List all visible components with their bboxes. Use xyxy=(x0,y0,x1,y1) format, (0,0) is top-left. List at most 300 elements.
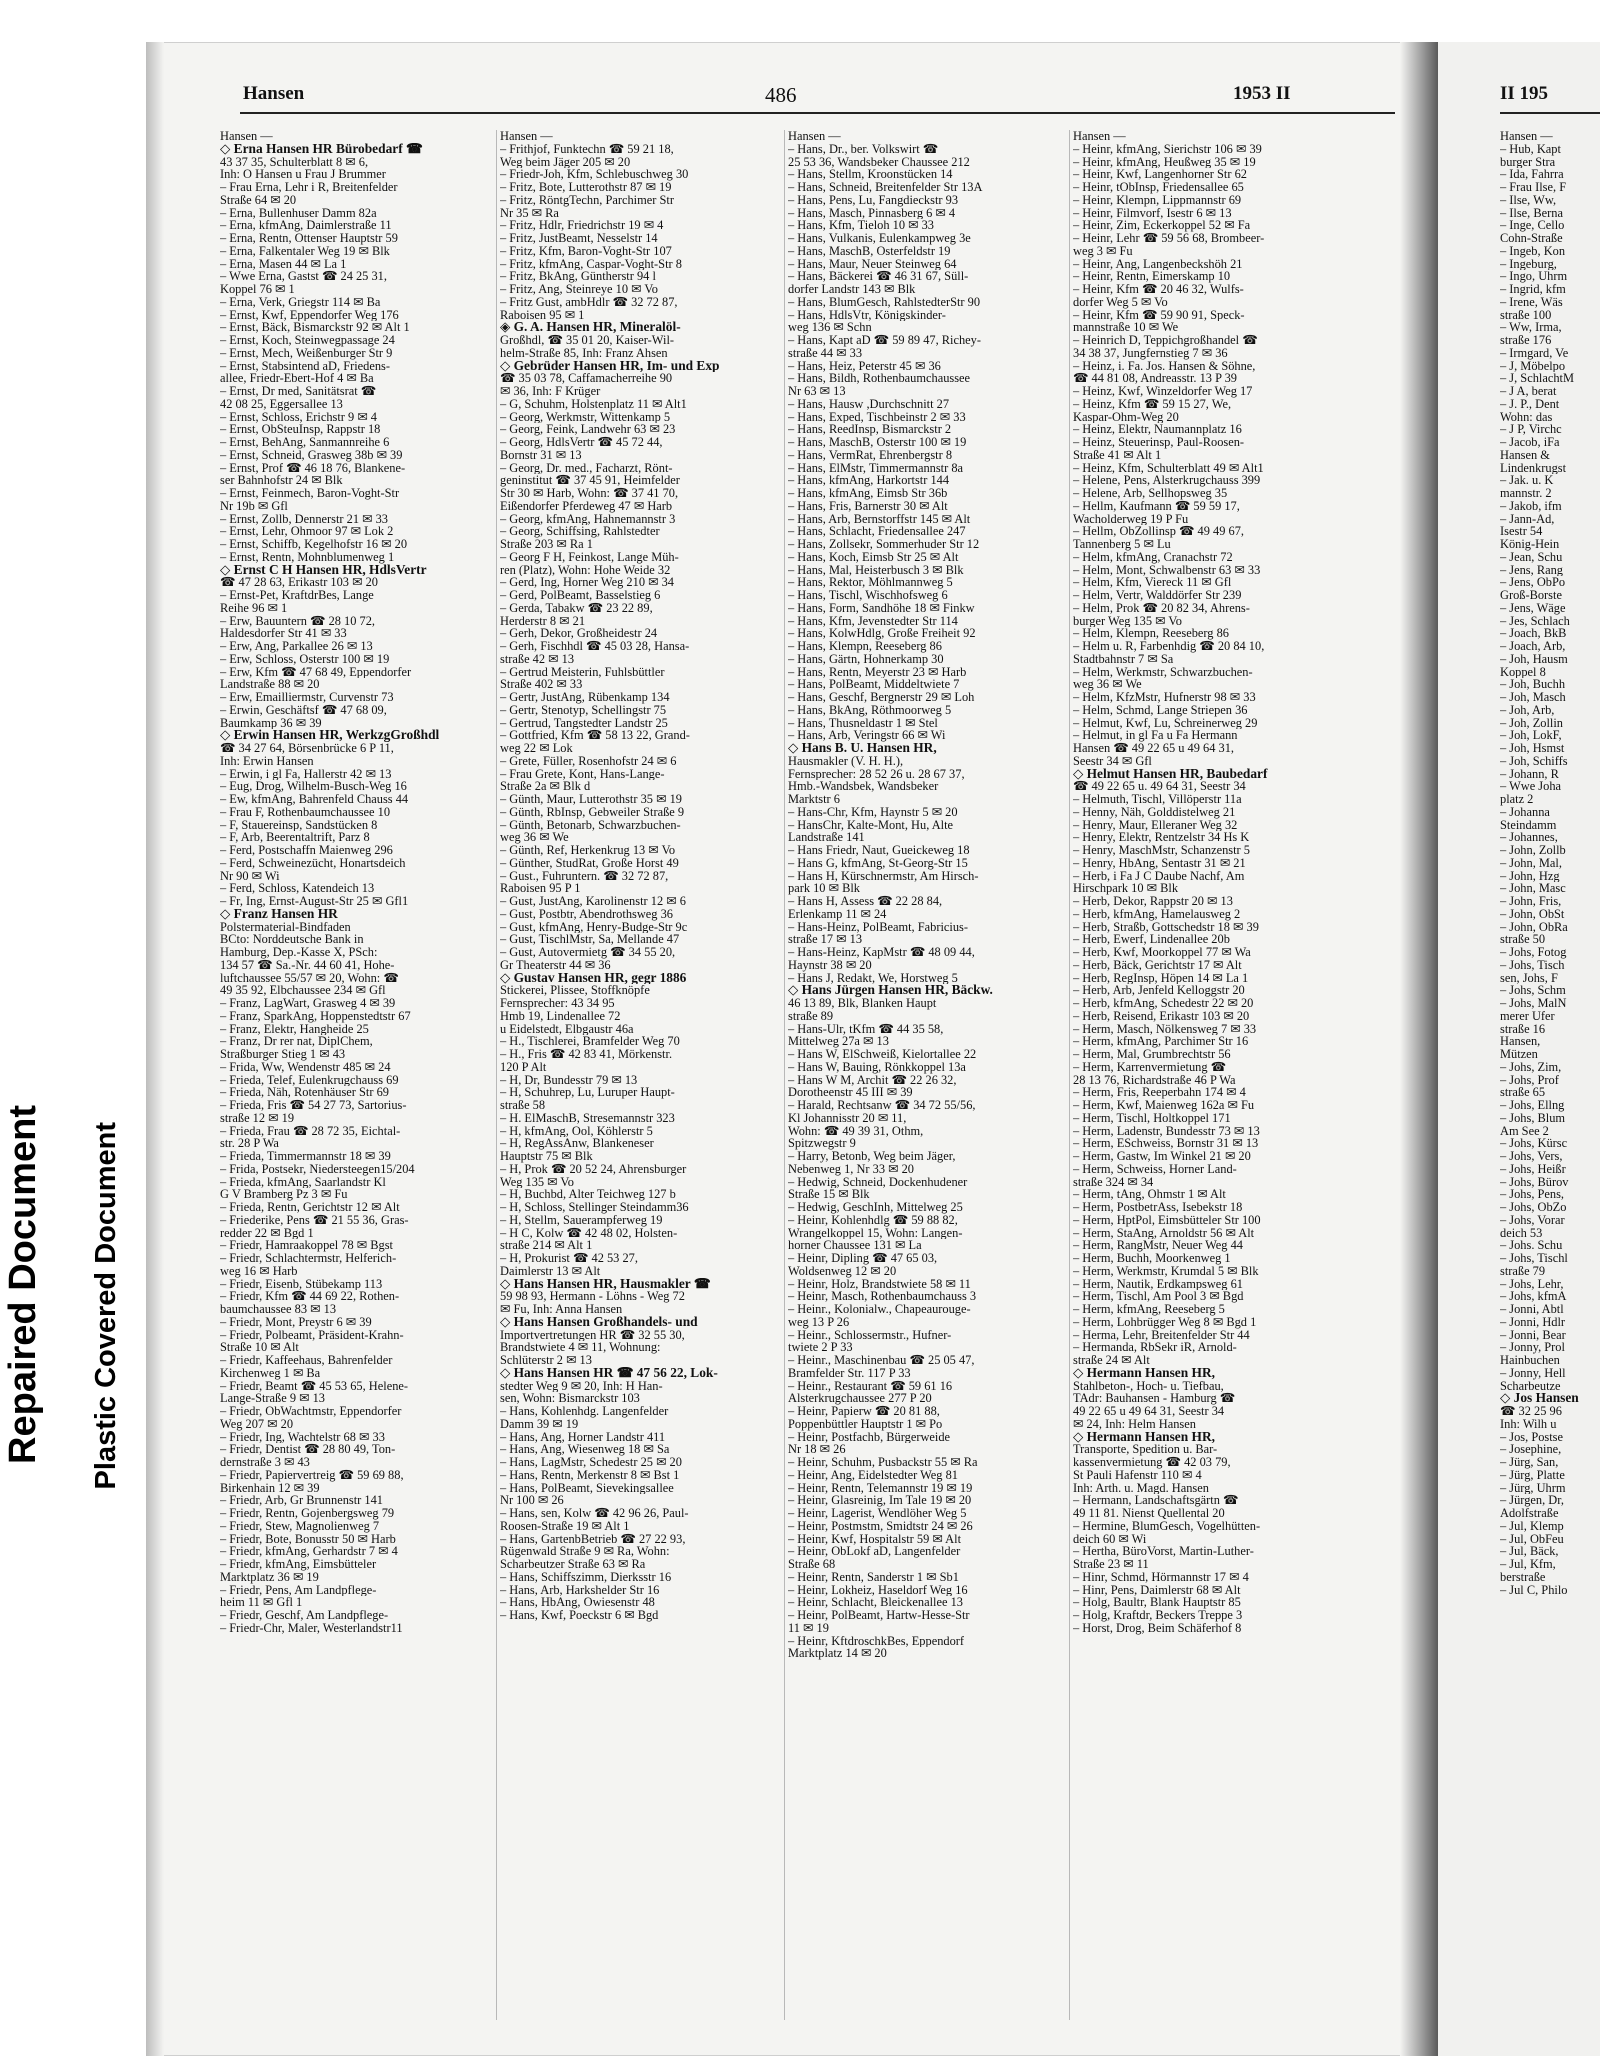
directory-entry-line: – Jonni, Hdlr xyxy=(1500,1315,1566,1329)
directory-entry-line: – H, Stellm, Sauerampferweg 19 xyxy=(500,1213,663,1227)
directory-entry-line: – Herm, Fris, Reeperbahn 174 ✉ 4 xyxy=(1073,1086,1246,1099)
directory-entry-line: – Hans, sen, Kolw ☎ 42 96 26, Paul- xyxy=(500,1507,689,1520)
directory-entry-line: – Joh, Arb, xyxy=(1500,703,1555,717)
directory-entry-line: – Hans, HdlsVtr, Königskinder- xyxy=(788,308,946,322)
directory-entry-line: – Heinr., Schlossermstr., Hufner- xyxy=(788,1328,952,1342)
directory-entry-line: Hansen — xyxy=(1073,130,1126,143)
directory-entry-line: – Johs, Blum xyxy=(1500,1111,1566,1125)
directory-entry-line: – Josephine, xyxy=(1500,1443,1562,1456)
directory-entry-line: ☎ 34 27 64, Börsenbrücke 6 P 11, xyxy=(220,742,394,755)
directory-entry-line: – Hans, Rektor, Möhlmannweg 5 xyxy=(788,576,953,589)
directory-entry-line: – Hans, Pens, Lu, Fangdieckstr 93 xyxy=(788,193,959,207)
directory-entry-line: – Fritz, JustBeamt, Nesselstr 14 xyxy=(500,232,658,245)
directory-entry-line: Transporte, Spedition u. Bar- xyxy=(1073,1443,1218,1456)
directory-entry-line: – Jürgen, Dr, xyxy=(1500,1494,1564,1507)
directory-entry-line: Herderstr 8 ✉ 21 xyxy=(500,614,586,628)
directory-entry-line: Baumkamp 36 ✉ 39 xyxy=(220,716,322,730)
directory-entry-line: – Helene, Pens, Alsterkrugchauss 399 xyxy=(1073,474,1261,487)
directory-entry-line: – Heinr, Filmvorf, Isestr 6 ✉ 13 xyxy=(1073,206,1232,220)
directory-entry-line: – Gerd, PolBeamt, Basselstieg 6 xyxy=(500,589,661,602)
directory-entry-line: – Erw, Bauuntern ☎ 28 10 72, xyxy=(220,614,376,628)
directory-entry-line: Schlüterstr 2 ✉ 13 xyxy=(500,1354,592,1367)
directory-entry-line: – Gust, JustAng, Karolinenstr 12 ✉ 6 xyxy=(500,895,686,908)
directory-entry-line: – Hans, Zollsekr, Sommerhuder Str 12 xyxy=(788,538,980,551)
directory-entry-line: ◇ Erwin Hansen HR, WerkzgGroßhdl xyxy=(220,729,440,742)
directory-entry-line: Landstraße 141 xyxy=(788,831,865,844)
directory-entry-line: Dorotheenstr 45 III ✉ 39 xyxy=(788,1086,913,1099)
directory-entry-line: – Jean, Schu xyxy=(1500,550,1563,564)
directory-entry-line: – Friedr, Dentist ☎ 28 80 49, Ton- xyxy=(220,1443,396,1456)
directory-entry-line: Kirchenweg 1 ✉ Ba xyxy=(220,1366,321,1380)
directory-entry-line: – Jens, Rang xyxy=(1500,563,1563,577)
directory-entry-line: – Jürg, San, xyxy=(1500,1456,1559,1469)
directory-entry-line: – Fritz, Hdlr, Friedrichstr 19 ✉ 4 xyxy=(500,219,664,232)
directory-entry-line: Kaspar-Ohm-Weg 20 xyxy=(1073,410,1179,424)
directory-entry-line: – Henry, Elektr, Rentzelstr 34 Hs K xyxy=(1073,831,1250,844)
directory-entry-line: BCto: Norddeutsche Bank in xyxy=(220,933,364,946)
directory-entry-line: – Friedr, Polbeamt, Präsident-Krahn- xyxy=(220,1328,404,1342)
directory-entry-line: – Hans, BkAng, Röthmoorweg 5 xyxy=(788,703,952,717)
directory-entry-line: Wrangelkoppel 15, Wohn: Langen- xyxy=(788,1226,963,1240)
directory-entry-line: – Erw, Schloss, Osterstr 100 ✉ 19 xyxy=(220,652,390,666)
directory-entry-line: – Heinr., Maschinenbau ☎ 25 05 47, xyxy=(788,1354,975,1367)
directory-entry-line: – HansChr, Kalte-Mont, Hu, Alte xyxy=(788,818,954,832)
directory-entry-line: – Frieda, Rentn, Gerichtstr 12 ✉ Alt xyxy=(220,1201,400,1214)
directory-entry-line: straße 58 xyxy=(500,1099,546,1112)
directory-entry-line: – Hellm, ObZollinsp ☎ 49 49 67, xyxy=(1073,525,1245,538)
directory-entry-line: – Inge, Cello xyxy=(1500,219,1565,232)
directory-entry-line: – Helene, Arb, Sellhopsweg 35 xyxy=(1073,487,1228,500)
directory-entry-line: ✉ Fu, Inh: Anna Hansen xyxy=(500,1303,623,1316)
directory-entry-line: – Heinz, Kfm, Schulterblatt 49 ✉ Alt1 xyxy=(1073,461,1264,475)
directory-entry-line: straße 65 xyxy=(1500,1086,1546,1099)
directory-entry-line: dernstraße 3 ✉ 43 xyxy=(220,1456,310,1469)
directory-entry-line: Lange-Straße 9 ✉ 13 xyxy=(220,1392,325,1405)
directory-entry-line: Inh: Wilh u xyxy=(1500,1417,1557,1431)
directory-entry-line: – Hans, Kfm, Jevenstedter Str 114 xyxy=(788,614,958,628)
directory-entry-line: Straße 64 ✉ 20 xyxy=(220,193,297,207)
directory-entry-line: – Johs, Lehr, xyxy=(1500,1277,1564,1291)
directory-entry-line: straße 42 ✉ 13 xyxy=(500,652,575,666)
directory-entry-line: – Friedr, Mont, Preystr 6 ✉ 39 xyxy=(220,1315,372,1329)
directory-entry-line: – Frau Ilse, F xyxy=(1500,181,1567,194)
directory-entry-line: – J P, Virchc xyxy=(1500,423,1562,436)
directory-entry-line: – Heinr, Kwf, Langenhorner Str 62 xyxy=(1073,168,1247,181)
directory-entry-line: – Hans, Schneid, Breitenfelder Str 13A xyxy=(788,181,983,194)
directory-entry-line: Groß-Borste xyxy=(1500,589,1562,602)
directory-entry-line: – H C, Kolw ☎ 42 48 02, Holsten- xyxy=(500,1226,678,1240)
directory-entry-line: – Heinr, kfmAng, Heußweg 35 ✉ 19 xyxy=(1073,155,1256,169)
directory-entry-line: stedter Weg 9 ✉ 20, Inh: H Han- xyxy=(500,1379,663,1393)
directory-entry-line: – Franz, Elektr, Hangheide 25 xyxy=(220,1022,369,1036)
directory-entry-line: 25 53 36, Wandsbeker Chaussee 212 xyxy=(788,155,970,169)
directory-entry-line: – Hedwig, GeschInh, Mittelweg 25 xyxy=(788,1201,963,1214)
directory-entry-line: – Jul, Bäck, xyxy=(1500,1545,1559,1558)
directory-entry-line: Hmb 19, Lindenallee 72 xyxy=(500,1009,621,1023)
directory-entry-line: – Hans, MaschB, Osterstr 100 ✉ 19 xyxy=(788,436,967,449)
directory-entry-line: Importvertretungen HR ☎ 32 55 30, xyxy=(500,1328,685,1342)
directory-entry-line: – Johs, Vers, xyxy=(1500,1150,1563,1163)
directory-entry-line: – Ferd, Schloss, Katendeich 13 xyxy=(220,882,375,895)
directory-entry-line: – Wwe Erna, Gastst ☎ 24 25 31, xyxy=(220,270,387,283)
directory-entry-line: Spitzwegstr 9 xyxy=(788,1137,856,1150)
directory-column-3 xyxy=(788,130,1060,2030)
directory-entry-line: – Hans W M, Archit ☎ 22 26 32, xyxy=(788,1073,957,1087)
directory-entry-line: – H, Schloss, Stellinger Steindamm36 xyxy=(500,1201,689,1214)
directory-entry-line: weg 16 ✉ Harb xyxy=(220,1264,298,1278)
directory-entry-line: TAdr: Bauhansen - Hamburg ☎ xyxy=(1073,1392,1236,1405)
directory-entry-line: – Johs, Pens, xyxy=(1500,1188,1565,1201)
directory-entry-line: – Friedr, Kfm ☎ 44 69 22, Rothen- xyxy=(220,1290,400,1303)
directory-entry-line: – Jul C, Philo xyxy=(1500,1583,1568,1597)
directory-entry-line: weg 13 P 26 xyxy=(788,1315,850,1329)
directory-entry-line: – Herb, Kwf, Moorkoppel 77 ✉ Wa xyxy=(1073,946,1251,959)
directory-entry-line: – Herb, kfmAng, Schedestr 22 ✉ 20 xyxy=(1073,997,1254,1010)
directory-entry-line: Nr 19b ✉ Gfl xyxy=(220,499,288,513)
directory-entry-line: – H, Prokurist ☎ 42 53 27, xyxy=(500,1252,638,1265)
directory-entry-line: – Heinr, Postfachb, Bürgerweide xyxy=(788,1430,951,1444)
directory-entry-line: – Gerda, Tabakw ☎ 23 22 89, xyxy=(500,601,653,615)
directory-entry-line: – Jacob, iFa xyxy=(1500,436,1560,449)
directory-entry-line: – Hellm, Kaufmann ☎ 59 59 17, xyxy=(1073,499,1240,513)
directory-entry-line: – Johs, Tischl xyxy=(1500,1252,1568,1265)
directory-entry-line: – Johs. Schu xyxy=(1500,1239,1563,1252)
directory-entry-line: Weg beim Jäger 205 ✉ 20 xyxy=(500,155,631,169)
directory-entry-line: ◇ Gebrüder Hansen HR, Im- und Exp xyxy=(500,359,720,373)
directory-entry-line: – Hans, PolBeamt, Sievekingsallee xyxy=(500,1481,674,1495)
directory-entry-line: – Herm, ESchweiss, Bornstr 31 ✉ 13 xyxy=(1073,1137,1259,1150)
directory-entry-line: – Johannes, xyxy=(1500,831,1558,844)
directory-entry-line: – Erwin, i gl Fa, Hallerstr 42 ✉ 13 xyxy=(220,767,392,781)
directory-entry-line: dorfer Landstr 143 ✉ Blk xyxy=(788,283,916,296)
directory-entry-line: – Hans Friedr, Naut, Gueickeweg 18 xyxy=(788,844,970,857)
directory-entry-line: ☎ 44 81 08, Andreasstr. 13 P 39 xyxy=(1073,372,1238,385)
directory-entry-line: – Johs, Vorar xyxy=(1500,1213,1565,1227)
directory-entry-line: – Jann-Ad, xyxy=(1500,512,1555,526)
directory-entry-line: – Grete, Füller, Rosenhofstr 24 ✉ 6 xyxy=(500,754,677,768)
directory-entry-line: – Friedr, kfmAng, Eimsbütteler xyxy=(220,1558,377,1571)
directory-entry-line: straße 79 xyxy=(1500,1264,1546,1278)
directory-entry-line: – Fr, Ing, Ernst-August-Str 25 ✉ Gfl1 xyxy=(220,895,409,908)
directory-entry-line: ◇ Hermann Hansen HR, xyxy=(1073,1366,1215,1380)
directory-entry-line: – Herm, Buchh, Moorkenweg 1 xyxy=(1073,1252,1231,1265)
directory-entry-line: – Helm, Schmd, Lange Striepen 36 xyxy=(1073,703,1248,717)
directory-entry-line: 42 08 25, Eggersallee 13 xyxy=(220,397,343,411)
directory-entry-line: Fernsprecher: 43 34 95 xyxy=(500,997,615,1010)
directory-entry-line: weg 36 ✉ We xyxy=(1073,678,1142,691)
directory-entry-line: – Jonni, Bear xyxy=(1500,1328,1566,1342)
directory-entry-line: – Helm, Kfm, Viereck 11 ✉ Gfl xyxy=(1073,576,1232,589)
directory-entry-line: ☎ 32 25 96 xyxy=(1500,1405,1562,1418)
directory-entry-line: – John, Masc xyxy=(1500,882,1566,895)
directory-entry-line: Hansen — xyxy=(500,130,553,143)
page-edge-shadow xyxy=(146,42,164,2056)
directory-entry-line: – Friedr, Schlachtermstr, Helferich- xyxy=(220,1252,397,1265)
directory-entry-line: – Hans, Fris, Barnerstr 30 ✉ Alt xyxy=(788,499,948,513)
directory-entry-line: – Gust, TischlMstr, Sa, Mellande 47 xyxy=(500,933,680,946)
directory-entry-line: ☎ 49 22 65 u. 49 64 31, Seestr 34 xyxy=(1073,780,1246,793)
directory-entry-line: – Heinr, KftdroschkBes, Eppendorf xyxy=(788,1634,965,1648)
directory-entry-line: – Heinr, Kwf, Hospitalstr 59 ✉ Alt xyxy=(788,1532,962,1546)
directory-entry-line: – Friedr-Joh, Kfm, Schlebuschweg 30 xyxy=(500,168,689,181)
page-number: 486 xyxy=(765,83,797,107)
directory-entry-line: Marktplatz 14 ✉ 20 xyxy=(788,1647,887,1660)
directory-entry-line: – Ferd, Schweinezücht, Honartsdeich xyxy=(220,856,406,870)
directory-entry-line: – Hans, Kfm, Tieloh 10 ✉ 33 xyxy=(788,219,935,232)
directory-entry-line: – Herb, i Fa J C Daube Nachf, Am xyxy=(1073,869,1245,883)
directory-entry-line: straße 50 xyxy=(1500,933,1546,946)
directory-entry-line: Hainbuchen xyxy=(1500,1354,1560,1367)
directory-entry-line: – Ww, Irma, xyxy=(1500,321,1562,334)
facing-header-rule xyxy=(1500,112,1600,114)
directory-entry-line: – Günther, StudRat, Große Horst 49 xyxy=(500,856,679,870)
directory-entry-line: Kl Johannisstr 20 ✉ 11, xyxy=(788,1111,907,1125)
directory-entry-line: – John, ObRa xyxy=(1500,920,1568,934)
directory-entry-line: park 10 ✉ Blk xyxy=(788,882,860,895)
directory-entry-line: – Fritz, Ang, Steinreye 10 ✉ Vo xyxy=(500,283,658,296)
directory-entry-line: – Hans, Ang, Horner Landstr 411 xyxy=(500,1430,666,1444)
directory-entry-line: sen, Johs, F xyxy=(1500,971,1558,985)
directory-entry-line: – Holg, Kraftdr, Beckers Treppe 3 xyxy=(1073,1609,1243,1622)
directory-entry-line: Am See 2 xyxy=(1500,1124,1549,1138)
directory-entry-line: König-Hein xyxy=(1500,538,1560,551)
directory-entry-line: Nr 18 ✉ 26 xyxy=(788,1443,846,1456)
directory-entry-line: – Hans, Thusneldastr 1 ✉ Stel xyxy=(788,716,938,730)
directory-entry-line: Hmb.-Wandsbek, Wandsbeker xyxy=(788,780,939,793)
directory-entry-line: berstraße xyxy=(1500,1570,1546,1584)
directory-entry-line: weg 136 ✉ Schn xyxy=(788,321,872,334)
directory-entry-line: – Ingeburg, xyxy=(1500,257,1557,271)
directory-entry-line: – Ernst, Feinmech, Baron-Voght-Str xyxy=(220,487,400,500)
directory-entry-line: Nr 100 ✉ 26 xyxy=(500,1494,564,1507)
directory-entry-line: – Ernst-Pet, KraftdrBes, Lange xyxy=(220,589,374,602)
directory-entry-line: – Ernst, Lehr, Ohmoor 97 ✉ Lok 2 xyxy=(220,525,394,538)
directory-entry-line: Daimlerstr 13 ✉ Alt xyxy=(500,1264,601,1278)
directory-entry-line: – Ernst, Kwf, Eppendorfer Weg 176 xyxy=(220,308,399,322)
directory-entry-line: 46 13 89, Blk, Blanken Haupt xyxy=(788,997,937,1010)
directory-entry-line: – Hub, Kapt xyxy=(1500,142,1561,156)
directory-entry-line: – Fritz, kfmAng, Caspar-Voght-Str 8 xyxy=(500,257,682,271)
directory-entry-line: – Herm, Lohbrügger Weg 8 ✉ Bgd 1 xyxy=(1073,1315,1257,1329)
directory-entry-line: straße 100 xyxy=(1500,308,1552,322)
directory-entry-line: Straßburger Stieg 1 ✉ 43 xyxy=(220,1048,346,1061)
directory-entry-line: – H, Schuhrep, Lu, Luruper Haupt- xyxy=(500,1086,675,1099)
directory-entry-line: Raboisen 95 P 1 xyxy=(500,882,581,895)
directory-entry-line: – Georg, Dr. med., Facharzt, Rönt- xyxy=(500,461,673,475)
directory-entry-line: – Hans, kfmAng, Eimsb Str 36b xyxy=(788,487,948,500)
directory-entry-line: – Heinz, Elektr, Naumannplatz 16 xyxy=(1073,423,1242,436)
directory-entry-line: – Joh, Hausm xyxy=(1500,652,1568,666)
directory-entry-line: – Friedr, Rentn, Gojenbergsweg 79 xyxy=(220,1507,395,1520)
directory-entry-line: Hansen, xyxy=(1500,1035,1541,1048)
directory-entry-line: – Hans, Bäckerei ☎ 46 31 67, Süll- xyxy=(788,270,969,283)
directory-entry-line: Straße 203 ✉ Ra 1 xyxy=(500,538,593,551)
directory-entry-line: – Hans, HbAng, Owiesenstr 48 xyxy=(500,1596,655,1609)
running-head-name: Hansen xyxy=(243,83,305,104)
directory-entry-line: straße 24 ✉ Alt xyxy=(1073,1354,1150,1367)
directory-entry-line: – Hans, ReedInsp, Bismarckstr 2 xyxy=(788,423,952,436)
directory-entry-line: – Heinr, Rentn, Telemannstr 19 ✉ 19 xyxy=(788,1481,973,1495)
directory-entry-line: weg 36 ✉ We xyxy=(500,831,569,844)
directory-entry-line: – Heinz, Steuerinsp, Paul-Roosen- xyxy=(1073,436,1245,449)
directory-entry-line: – Heinz, Kwf, Winzeldorfer Weg 17 xyxy=(1073,385,1253,398)
directory-entry-line: platz 2 xyxy=(1500,793,1534,806)
directory-entry-line: – Herb, Bäck, Gerichtstr 17 ✉ Alt xyxy=(1073,958,1242,972)
directory-entry-line: – Jes, Schlach xyxy=(1500,614,1570,628)
directory-entry-line: – Helm, Vertr, Walddörfer Str 239 xyxy=(1073,589,1242,602)
directory-entry-line: Fernsprecher: 28 52 26 u. 28 67 37, xyxy=(788,767,965,781)
directory-entry-line: – H, Prok ☎ 20 52 24, Ahrensburger xyxy=(500,1162,687,1176)
directory-entry-line: – Heinr, Kfm ☎ 20 46 32, Wulfs- xyxy=(1073,283,1244,296)
directory-entry-line: – Irene, Wäs xyxy=(1500,295,1563,309)
directory-entry-line: straße 214 ✉ Alt 1 xyxy=(500,1239,593,1252)
directory-entry-line: 34 38 37, Jungfernstieg 7 ✉ 36 xyxy=(1073,346,1228,360)
directory-entry-line: – Frieda, Fris ☎ 54 27 73, Sartorius- xyxy=(220,1099,407,1112)
directory-entry-line: – Ilse, Ww, xyxy=(1500,193,1557,207)
directory-entry-line: – Johs, ObZo xyxy=(1500,1201,1567,1214)
directory-entry-line: Cohn-Straße xyxy=(1500,232,1563,245)
directory-entry-line: – Hans, LagMstr, Schedestr 25 ✉ 20 xyxy=(500,1456,682,1469)
directory-entry-line: straße 12 ✉ 19 xyxy=(220,1111,295,1125)
directory-entry-line: – Helmuth, Tischl, Villöperstr 11a xyxy=(1073,793,1242,806)
directory-entry-line: – Heinr, Schuhm, Pusbackstr 55 ✉ Ra xyxy=(788,1456,978,1469)
directory-entry-line: 49 22 65 u 49 64 31, Seestr 34 xyxy=(1073,1405,1225,1418)
directory-entry-line: – Heinr, Kohlenhdlg ☎ 59 88 82, xyxy=(788,1213,958,1227)
directory-entry-line: Straße 10 ✉ Alt xyxy=(220,1341,299,1354)
directory-entry-line: – Hans, Dr., ber. Volkswirt ☎ xyxy=(788,142,939,156)
directory-entry-line: – Gottfried, Kfm ☎ 58 13 22, Grand- xyxy=(500,729,690,742)
directory-entry-line: – J A, berat xyxy=(1500,385,1557,398)
directory-entry-line: – Gust, Postbtr, Abendrothsweg 36 xyxy=(500,907,673,921)
directory-entry-line: twiete 2 P 33 xyxy=(788,1341,853,1354)
directory-entry-line: – Heinr, Postmstm, Smidtstr 24 ✉ 26 xyxy=(788,1519,973,1533)
directory-entry-line: – Fritz, Bote, Lutterothstr 87 ✉ 19 xyxy=(500,181,672,194)
directory-entry-line: – Ilse, Berna xyxy=(1500,206,1563,220)
directory-entry-line: Haldesdorfer Str 41 ✉ 33 xyxy=(220,627,347,640)
directory-entry-line: – Harald, Rechtsanw ☎ 34 72 55/56, xyxy=(788,1099,976,1112)
directory-entry-line: Wacholderweg 19 P Fu xyxy=(1073,512,1189,526)
directory-entry-line: – Hans, Koch, Eimsb Str 25 ✉ Alt xyxy=(788,550,959,564)
directory-entry-line: – Johs, Heißr xyxy=(1500,1162,1566,1176)
directory-entry-line: – Friedr-Chr, Maler, Westerlandstr11 xyxy=(220,1621,403,1635)
directory-entry-line: – Ernst, Dr med, Sanitätsrat ☎ xyxy=(220,385,377,398)
directory-entry-line: – Heinr, Lagerist, Wendlöher Weg 5 xyxy=(788,1507,967,1520)
directory-entry-line: – Heinr, Glasreinig, Im Tale 19 ✉ 20 xyxy=(788,1494,972,1507)
directory-entry-line: Nr 35 ✉ Ra xyxy=(500,206,559,220)
directory-entry-line: – Frieda, Näh, Rotenhäuser Str 69 xyxy=(220,1086,389,1099)
directory-entry-line: – Gertr, Stenotyp, Schellingstr 75 xyxy=(500,703,667,717)
directory-entry-line: – Herm, StaAng, Arnoldstr 56 ✉ Alt xyxy=(1073,1226,1255,1240)
directory-entry-line: – Hans H, Kürschnermstr, Am Hirsch- xyxy=(788,869,979,883)
directory-entry-line: – Franz, SparkAng, Hoppenstedtstr 67 xyxy=(220,1009,411,1023)
directory-entry-line: Hansen — xyxy=(1500,130,1553,143)
directory-entry-line: Adolfstraße xyxy=(1500,1507,1559,1520)
directory-entry-line: – Hans, Ang, Wiesenweg 18 ✉ Sa xyxy=(500,1443,670,1456)
directory-entry-line: Nebenweg 1, Nr 33 ✉ 20 xyxy=(788,1162,914,1176)
directory-entry-line: 49 11 81. Nienst Quellental 20 xyxy=(1073,1507,1225,1520)
directory-entry-line: – Jürg, Uhrm xyxy=(1500,1481,1566,1495)
directory-entry-line: heim 11 ✉ Gfl 1 xyxy=(220,1596,303,1609)
directory-entry-line: – Herm, kfmAng, Parchimer Str 16 xyxy=(1073,1035,1249,1048)
directory-entry-line: – Hinr, Pens, Daimlerstr 68 ✉ Alt xyxy=(1073,1583,1241,1597)
directory-entry-line: St Pauli Hafenstr 110 ✉ 4 xyxy=(1073,1468,1202,1482)
directory-entry-line: – Hans, Exped, Tischbeinstr 2 ✉ 33 xyxy=(788,410,966,424)
directory-entry-line: – Helm, Mont, Schwalbenstr 63 ✉ 33 xyxy=(1073,563,1261,577)
directory-entry-line: – John, Zollb xyxy=(1500,844,1566,857)
directory-entry-line: – Friedr, Hamraakoppel 78 ✉ Bgst xyxy=(220,1239,393,1252)
directory-entry-line: – Günth, Betonarb, Schwarzbuchen- xyxy=(500,818,681,832)
directory-entry-line: – Hans, Mal, Heisterbusch 3 ✉ Blk xyxy=(788,563,964,577)
directory-entry-line: – Hans, Gärtn, Hohnerkamp 30 xyxy=(788,652,944,666)
directory-entry-line: – Herm, RangMstr, Neuer Weg 44 xyxy=(1073,1239,1243,1252)
directory-entry-line: ◇ Franz Hansen HR xyxy=(220,907,338,921)
directory-entry-line: – John, Mal, xyxy=(1500,856,1562,870)
directory-entry-line: – Hans H, Assess ☎ 22 28 84, xyxy=(788,895,943,908)
directory-column-2 xyxy=(500,130,772,2030)
directory-entry-line: – Heinr, Ang, Langenbeckshöh 21 xyxy=(1073,257,1243,271)
directory-entry-line: – Gertr, JustAng, Rübenkamp 134 xyxy=(500,691,670,704)
directory-entry-line: – H, Dr, Bundesstr 79 ✉ 13 xyxy=(500,1073,638,1087)
directory-entry-line: ☎ 35 03 78, Caffamacherreihe 90 xyxy=(500,372,673,385)
directory-entry-line: – H. ElMaschB, Stresemannstr 323 xyxy=(500,1111,675,1125)
directory-entry-line: – Friedr, Beamt ☎ 45 53 65, Helene- xyxy=(220,1379,409,1393)
directory-entry-line: – Johs, Schm xyxy=(1500,984,1566,997)
directory-entry-line: – Herb, kfmAng, Hamelausweg 2 xyxy=(1073,907,1241,921)
directory-entry-line: Birkenhain 12 ✉ 39 xyxy=(220,1481,320,1495)
directory-entry-line: – Ernst, ObSteuInsp, Rappstr 18 xyxy=(220,423,381,436)
directory-entry-line: ◇ Hans Jürgen Hansen HR, Bäckw. xyxy=(788,984,993,997)
directory-entry-line: – Ferd, Postschaffn Maienweg 296 xyxy=(220,844,393,857)
directory-entry-line: – Johs, Fotog xyxy=(1500,946,1567,959)
directory-entry-line: – John, Hzg xyxy=(1500,869,1560,883)
directory-entry-line: – Hans, Vulkanis, Eulenkampweg 3e xyxy=(788,232,971,245)
directory-entry-line: – John, Fris, xyxy=(1500,895,1562,908)
directory-entry-line: – Hedwig, Schneid, Dockenhudener xyxy=(788,1175,968,1189)
directory-entry-line: – Friedr, Pens, Am Landpflege- xyxy=(220,1583,377,1597)
directory-entry-line: – Gerh, Dekor, Großheidestr 24 xyxy=(500,627,658,640)
directory-entry-line: – Hans, Arb, Bernstorffstr 145 ✉ Alt xyxy=(788,512,971,526)
directory-entry-line: Isestr 54 xyxy=(1500,525,1543,538)
directory-entry-line: – Jens, ObPo xyxy=(1500,576,1566,589)
directory-entry-line: – Herm, Karrenvermietung ☎ xyxy=(1073,1060,1227,1074)
directory-entry-line: – Gerd, Ing, Horner Weg 210 ✉ 34 xyxy=(500,576,674,589)
directory-entry-line: Mittelweg 27a ✉ 13 xyxy=(788,1035,889,1048)
directory-entry-line: – Friedr, ObWachtmstr, Eppendorfer xyxy=(220,1405,402,1418)
directory-column-1 xyxy=(220,130,492,2030)
facing-page-head: II 195 xyxy=(1500,83,1549,104)
directory-entry-line: Lindenkrugst xyxy=(1500,461,1567,475)
directory-entry-line: – Herm, Werkmstr, Krumdal 5 ✉ Blk xyxy=(1073,1264,1259,1278)
directory-entry-line: mannstraße 10 ✉ We xyxy=(1073,321,1179,334)
directory-entry-line: – Günth, RbInsp, Gebweiler Straße 9 xyxy=(500,805,685,819)
directory-entry-line: – Hans, Arb, Veringstr 66 ✉ Wi xyxy=(788,729,946,742)
directory-entry-line: – Herm, Mal, Grumbrechtstr 56 xyxy=(1073,1048,1231,1061)
directory-entry-line: ser Bahnhofstr 24 ✉ Blk xyxy=(220,474,343,487)
directory-entry-line: – Joh, Schiffs xyxy=(1500,754,1568,768)
directory-entry-line: – Erna, Falkentaler Weg 19 ✉ Blk xyxy=(220,244,390,258)
directory-entry-line: – Erna, Bullenhuser Damm 82a xyxy=(220,206,377,220)
directory-entry-line: Hansen — xyxy=(220,130,273,143)
directory-entry-line: – Georg, Werkmstr, Wittenkamp 5 xyxy=(500,410,671,424)
directory-entry-line: Damm 39 ✉ 19 xyxy=(500,1417,579,1431)
directory-entry-line: – Joh, Zollin xyxy=(1500,716,1563,730)
directory-entry-line: – Herm, Tischl, Holtkoppel 171 xyxy=(1073,1111,1231,1125)
directory-entry-line: Wohn: das xyxy=(1500,410,1553,424)
directory-entry-line: 134 57 ☎ Sa.-Nr. 44 60 41, Hohe- xyxy=(220,958,395,972)
directory-entry-line: – Frieda, Frau ☎ 28 72 35, Eichtal- xyxy=(220,1124,401,1138)
directory-entry-line: straße 324 ✉ 34 xyxy=(1073,1175,1154,1189)
directory-entry-line: – Hermanda, RbSekr iR, Arnold- xyxy=(1073,1341,1237,1354)
